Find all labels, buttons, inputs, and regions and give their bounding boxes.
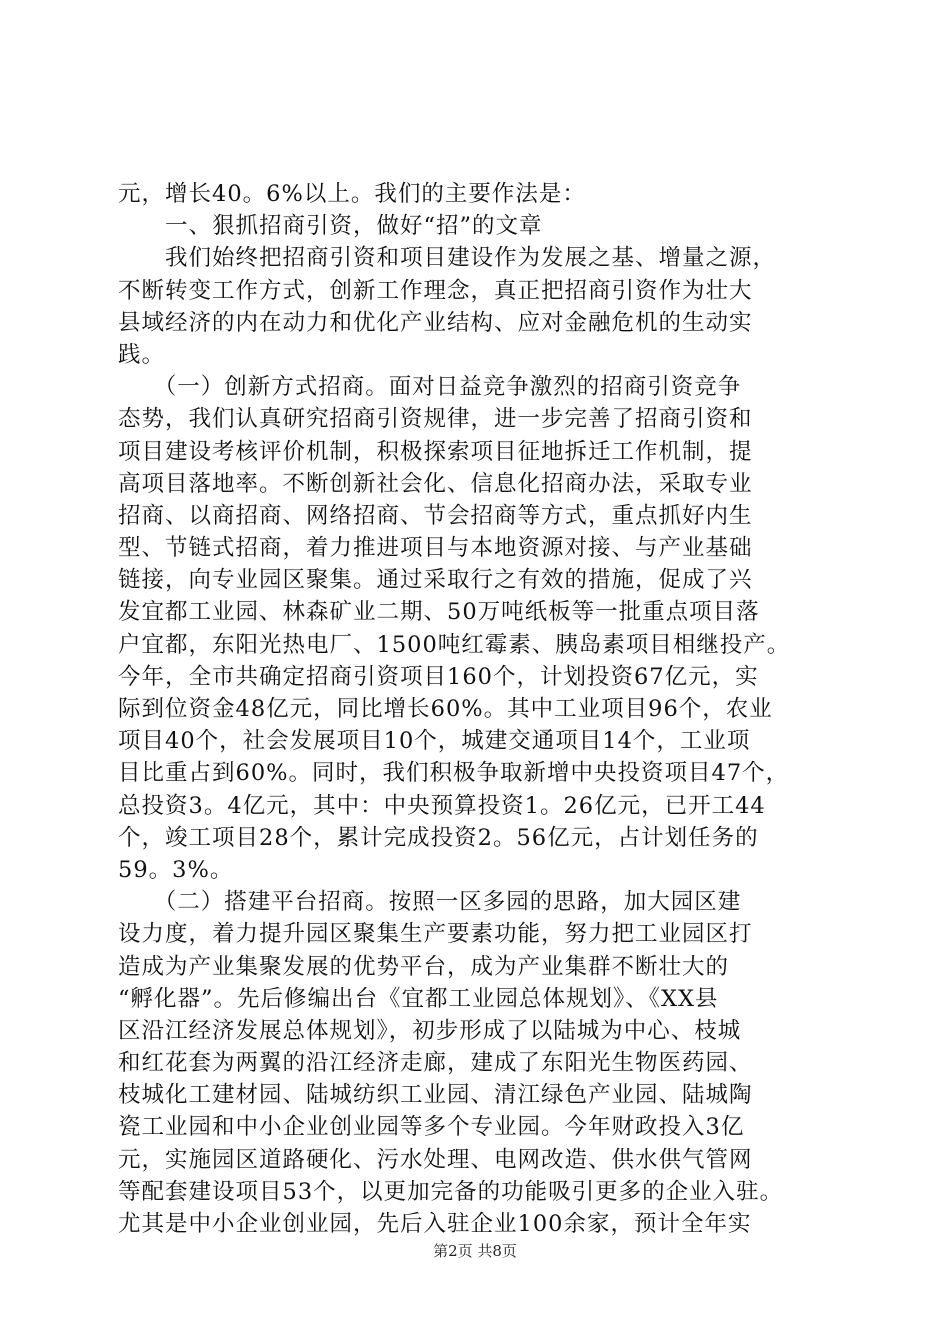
text-line: 瓷工业园和中小企业创业园等多个专业园。今年财政投入3亿 bbox=[118, 1114, 745, 1141]
text-line: 型、节链式招商，着力推进项目与本地资源对接、与产业基础 bbox=[118, 535, 753, 562]
text-line: 践。 bbox=[118, 341, 166, 368]
text-line: 高项目落地率。不断创新社会化、信息化招商办法，采取专业 bbox=[118, 470, 753, 497]
text-line: 发宜都工业园、林森矿业二期、50万吨纸板等一批重点项目落 bbox=[118, 599, 760, 626]
text-line: 枝城化工建材园、陆城纺织工业园、清江绿色产业园、陆城陶 bbox=[118, 1082, 753, 1109]
body-text bbox=[118, 178, 838, 1240]
text-line: 今年，全市共确定招商引资项目160个，计划投资67亿元，实 bbox=[118, 663, 759, 690]
text-line: 个，竣工项目28个，累计完成投资2。56亿元，占计划任务的 bbox=[118, 824, 759, 851]
text-line: 元，增长40。6%以上。我们的主要作法是： bbox=[118, 181, 586, 207]
text-line: 态势，我们认真研究招商引资规律，进一步完善了招商引资和 bbox=[118, 406, 753, 433]
text-line: 元，实施园区道路硬化、污水处理、电网改造、供水供气管网 bbox=[118, 1146, 753, 1173]
text-line: 总投资3。4亿元，其中：中央预算投资1。26亿元，已开工44 bbox=[118, 792, 766, 819]
text-line: 项目40个，社会发展项目10个，城建交通项目14个，工业项 bbox=[118, 728, 751, 755]
text-line: （一）创新方式招商。面对日益竞争激烈的招商引资竞争 bbox=[118, 374, 742, 401]
text-line: 县域经济的内在动力和优化产业结构、应对金融危机的生动实 bbox=[118, 309, 753, 336]
text-line: 项目建设考核评价机制，积极探索项目征地拆迁工作机制，提 bbox=[118, 438, 753, 465]
text-line: 造成为产业集聚发展的优势平台，成为产业集群不断壮大的 bbox=[118, 953, 730, 980]
text-line: 等配套建设项目53个，以更加完备的功能吸引更多的企业入驻。 bbox=[118, 1178, 784, 1205]
text-line: （二）搭建平台招商。按照一区多园的思路，加大园区建 bbox=[118, 889, 742, 916]
text-line: 和红花套为两翼的沿江经济走廊，建成了东阳光生物医药园、 bbox=[118, 1050, 753, 1077]
text-line: 目比重占到60%。同时，我们积极争取新增中央投资项目47个， bbox=[118, 760, 790, 787]
text-line: 户宜都，东阳光热电厂、1500吨红霉素、胰岛素项目相继投产。 bbox=[118, 631, 791, 658]
text-line: “孵化器”。先后修编出台《宜都工业园总体规划》、《XX县 bbox=[118, 985, 719, 1012]
text-line: 我们始终把招商引资和项目建设作为发展之基、增量之源， bbox=[118, 245, 777, 272]
text-line: 尤其是中小企业创业园，先后入驻企业100余家，预计全年实 bbox=[118, 1211, 752, 1237]
page-footer: 第2页 共8页 bbox=[433, 1242, 517, 1260]
text-line: 59。3%。 bbox=[118, 856, 234, 883]
text-line: 区沿江经济发展总体规划》，初步形成了以陆城为中心、枝城 bbox=[118, 1017, 742, 1044]
text-line: 一、狠抓招商引资，做好“招”的文章 bbox=[118, 213, 543, 240]
text-line: 招商、以商招商、网络招商、节会招商等方式，重点抓好内生 bbox=[118, 502, 753, 529]
text-line: 不断转变工作方式，创新工作理念，真正把招商引资作为壮大 bbox=[118, 277, 753, 304]
text-line: 链接，向专业园区聚集。通过采取行之有效的措施，促成了兴 bbox=[118, 567, 753, 594]
text-line: 设力度，着力提升园区聚集生产要素功能，努力把工业园区打 bbox=[118, 921, 753, 948]
text-line: 际到位资金48亿元，同比增长60%。其中工业项目96个，农业 bbox=[118, 696, 773, 722]
